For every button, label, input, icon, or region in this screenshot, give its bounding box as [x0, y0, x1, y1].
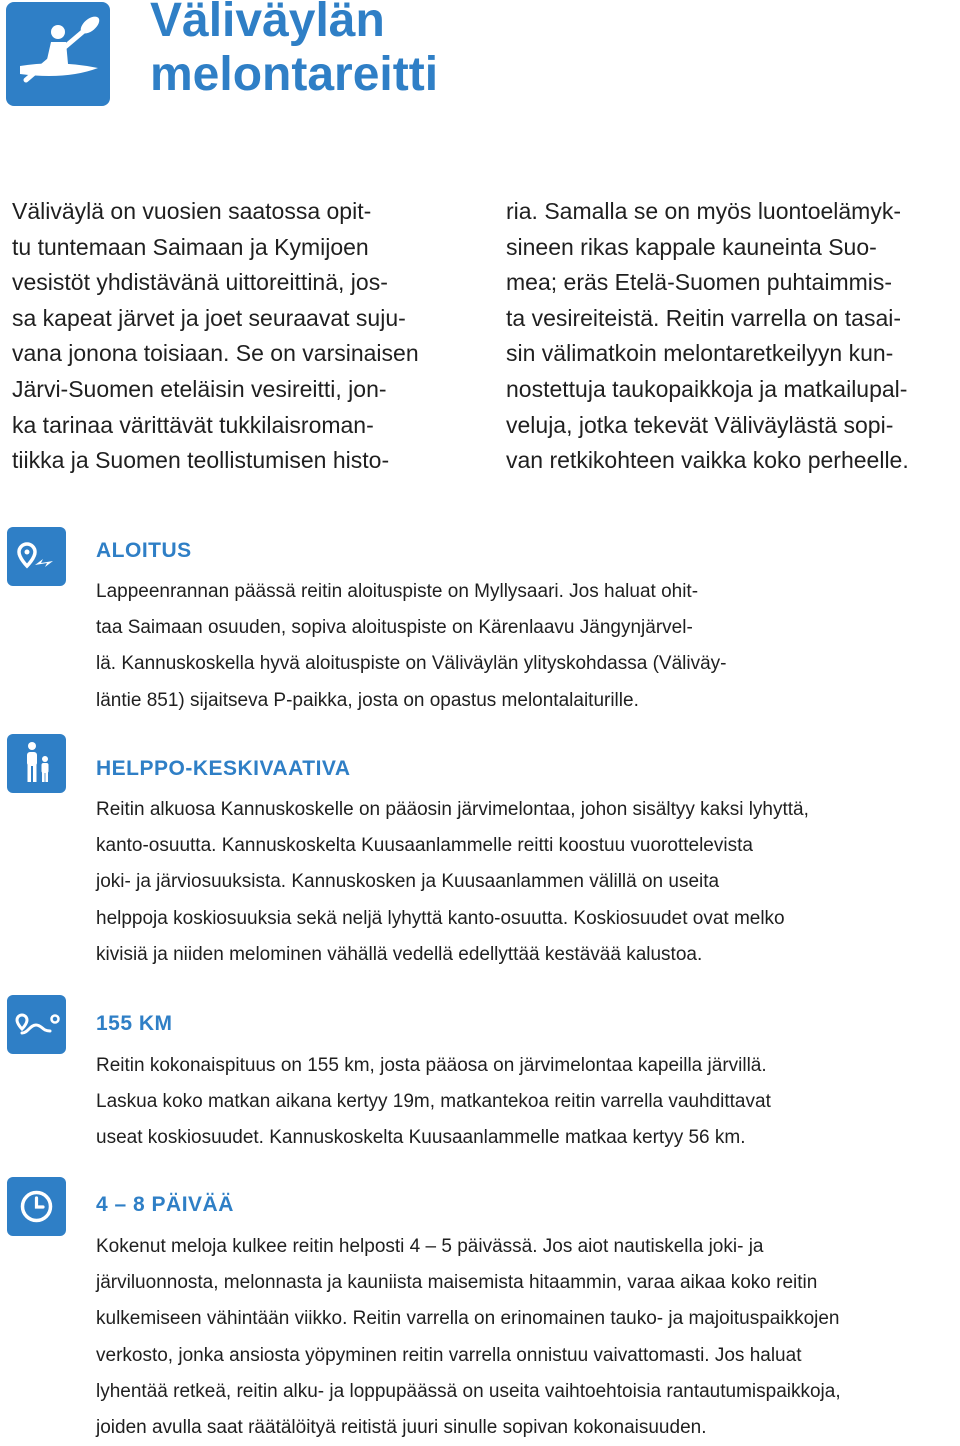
- clock-icon-box: [7, 1177, 66, 1236]
- section-heading-aloitus: ALOITUS: [96, 539, 192, 562]
- start-location-icon-box: [7, 527, 66, 586]
- body-line: Lappeenrannan päässä reitin aloituspiste on Myllysaari. Jos haluat ohit-: [96, 581, 699, 602]
- body-line: verkosto, jonka ansiosta yöpyminen reitin varrella onnistuu vaivattomasti. Jos haluat: [96, 1344, 802, 1366]
- body-line: kivisiä ja niiden melominen vähällä vedellä edellyttää kestävää kalustoa.: [96, 943, 703, 965]
- intro-line: Järvi-Suomen eteläisin vesireitti, jon-: [12, 375, 387, 402]
- intro-line: nostettuja taukopaikkoja ja matkailupal-: [506, 375, 908, 402]
- body-line: läntie 851) sijaitseva P-paikka, josta on opastus melontalaiturille.: [96, 689, 639, 711]
- intro-line: sa kapeat järvet ja joet seuraavat suju-: [12, 304, 406, 331]
- body-line: lä. Kannuskoskella hyvä aloituspiste on Väliväylän ylityskohdassa (Väliväy-: [96, 653, 727, 675]
- page-title: [150, 0, 438, 102]
- section-body-aloitus: [96, 574, 727, 719]
- body-line: useat koskiosuudet. Kannuskoskelta Kuusaanlammelle matkaa kertyy 56 km.: [96, 1127, 746, 1149]
- kayak-icon: [6, 2, 110, 106]
- route-distance-icon: [7, 995, 66, 1054]
- body-line: joki- ja järviosuuksista. Kannuskosken ja Kuusaanlammen välillä on useita: [96, 871, 720, 893]
- family-icon-box: [7, 734, 66, 793]
- kayak-logo: [6, 2, 110, 106]
- section-body-distance: [96, 1048, 771, 1157]
- intro-line: ta vesireiteistä. Reitin varrella on tasai-: [506, 304, 901, 331]
- section-body-difficulty: [96, 792, 809, 973]
- body-line: järviluonnosta, melonnasta ja kauniista maisemista hitaammin, varaa aikaa koko reitin: [96, 1272, 818, 1294]
- clock-icon: [7, 1177, 66, 1236]
- section-heading-distance: 155 KM: [96, 1012, 173, 1035]
- body-line: Kokenut meloja kulkee reitin helposti 4 – 5 päivässä. Jos aiot nautiskella joki- ja: [96, 1236, 764, 1257]
- family-icon: [7, 734, 66, 793]
- intro-line: van retkikohteen vaikka koko perheelle.: [506, 447, 909, 474]
- start-location-icon: [7, 527, 66, 586]
- intro-column-right: [506, 194, 909, 479]
- intro-line: vesistöt yhdistävänä uittoreittinä, jos-: [12, 269, 388, 296]
- body-line: kanto-osuutta. Kannuskoskelta Kuusaanlammelle reitti koostuu vuorottelevista: [96, 835, 753, 857]
- intro-line: Väliväylä on vuosien saatossa opit-: [12, 198, 372, 224]
- body-line: taa Saimaan osuuden, sopiva aloituspiste on Kärenlaavu Jängynjärvel-: [96, 617, 693, 639]
- intro-line: tiikka ja Suomen teollistumisen histo-: [12, 447, 390, 474]
- section-heading-duration: 4 – 8 PÄIVÄÄ: [96, 1193, 234, 1216]
- intro-line: tu tuntemaan Saimaan ja Kymijoen: [12, 233, 369, 260]
- route-distance-icon-box: [7, 995, 66, 1054]
- intro-line: sin välimatkoin melontaretkeilyyn kun-: [506, 340, 894, 367]
- body-line: Laskua koko matkan aikana kertyy 19m, matkantekoa reitin varrella vauhdittavat: [96, 1091, 771, 1113]
- section-heading-difficulty: HELPPO-KESKIVAATIVA: [96, 757, 351, 780]
- intro-line: vana jonona toisiaan. Se on varsinaisen: [12, 340, 419, 367]
- section-body-duration: [96, 1229, 841, 1446]
- intro-column-left: [12, 194, 419, 479]
- body-line: Reitin alkuosa Kannuskoskelle on pääosin järvimelontaa, johon sisältyy kaksi lyhyttä,: [96, 799, 809, 820]
- intro-line: sineen rikas kappale kauneinta Suo-: [506, 233, 877, 260]
- body-line: lyhentää retkeä, reitin alku- ja loppupäässä on useita vaihtoehtoisia rantautumispaikkoja,: [96, 1380, 841, 1402]
- title-line: Väliväylän: [150, 0, 385, 47]
- intro-line: ria. Samalla se on myös luontoelämyk-: [506, 198, 901, 224]
- body-line: kulkemiseen vähintään viikko. Reitin varrella on erinomainen tauko- ja majoituspaikkojen: [96, 1308, 840, 1330]
- title-line: melontareitti: [150, 48, 439, 101]
- body-line: Reitin kokonaispituus on 155 km, josta pääosa on järvimelontaa kapeilla järvillä.: [96, 1055, 767, 1076]
- intro-line: veluja, jotka tekevät Väliväylästä sopi-: [506, 411, 894, 438]
- intro-line: mea; eräs Etelä-Suomen puhtaimmis-: [506, 269, 893, 296]
- intro-line: ka tarinaa värittävät tukkilaisroman-: [12, 411, 374, 438]
- body-line: helppoja koskiosuuksia sekä neljä lyhyttä kanto-osuutta. Koskiosuudet ovat melko: [96, 907, 785, 929]
- body-line: joiden avulla saat räätälöityä reitistä juuri sinulle sopivan kokonaisuuden.: [96, 1417, 707, 1439]
